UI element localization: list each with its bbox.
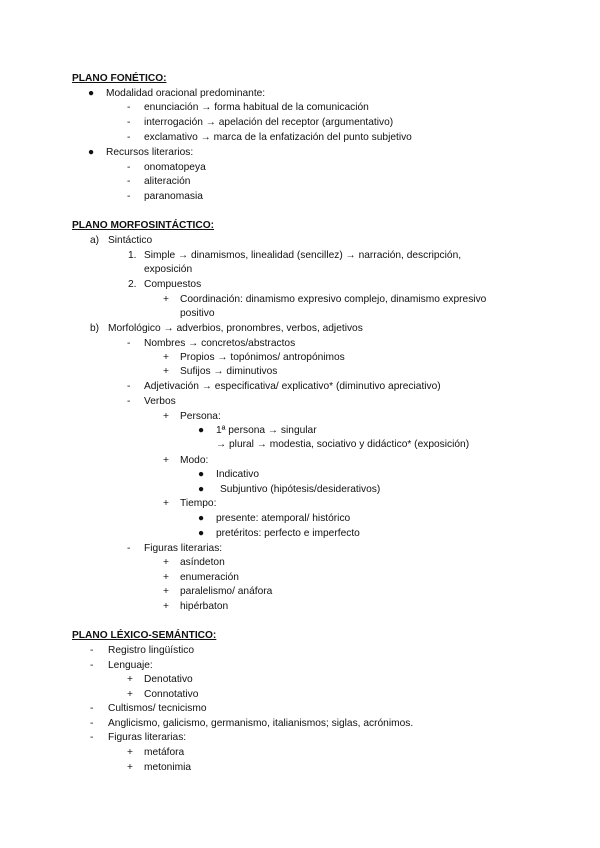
list-item: Denotativo	[144, 674, 193, 685]
plus-marker: +	[163, 601, 169, 612]
dash-marker: -	[127, 102, 131, 113]
list-item: Figuras literarias:	[108, 732, 187, 743]
list-item: Persona:	[180, 411, 221, 422]
dash-marker: -	[127, 191, 131, 202]
list-item: hipérbaton	[180, 601, 229, 612]
plus-marker: +	[163, 455, 169, 466]
list-item: interrogación → apelación del receptor (argumentativo)	[144, 117, 394, 128]
list-item: Recursos literarios:	[106, 147, 194, 158]
dash-marker: -	[127, 543, 131, 554]
plus-marker: +	[127, 689, 133, 700]
list-item: paranomasia	[144, 191, 203, 202]
list-marker: 1.	[128, 250, 137, 261]
list-item: Compuestos	[144, 279, 202, 290]
list-item: metonimia	[144, 762, 191, 773]
plus-marker: +	[127, 674, 133, 685]
list-item: presente: atemporal/ histórico	[216, 513, 351, 524]
dash-marker: -	[127, 162, 131, 173]
list-item: Sufijos → diminutivos	[180, 366, 278, 377]
list-item: Propios → topónimos/ antropónimos	[180, 352, 345, 363]
plus-marker: +	[163, 366, 169, 377]
list-item: Cultismos/ tecnicismo	[108, 703, 207, 714]
plus-marker: +	[163, 572, 169, 583]
list-item: Subjuntivo (hipótesis/desiderativos)	[220, 484, 381, 495]
section-heading-morfosintactico: PLANO MORFOSINTÁCTICO:	[72, 220, 215, 231]
dash-marker: -	[90, 660, 94, 671]
dash-marker: -	[127, 132, 131, 143]
list-item: exclamativo → marca de la enfatización del punto subjetivo	[144, 132, 412, 143]
list-item: 1ª persona → singular	[216, 425, 317, 436]
list-item: Adjetivación → especificativa/ explicativo* (diminutivo apreciativo)	[144, 381, 441, 392]
list-item: metáfora	[144, 747, 185, 758]
list-item: Registro lingüístico	[108, 645, 195, 656]
section-heading-lexico: PLANO LÉXICO-SEMÁNTICO:	[72, 630, 217, 641]
list-item: enumeración	[180, 572, 239, 583]
plus-marker: +	[163, 294, 169, 305]
plus-marker: +	[127, 747, 133, 758]
plus-marker: +	[163, 586, 169, 597]
list-item: Modo:	[180, 455, 209, 466]
list-item-continuation: exposición	[144, 264, 193, 275]
list-marker: 2.	[128, 279, 137, 290]
list-item: Coordinación: dinamismo expresivo complejo, dinamismo expresivo	[180, 294, 487, 305]
plus-marker: +	[163, 498, 169, 509]
plus-marker: +	[163, 411, 169, 422]
dash-marker: -	[90, 703, 94, 714]
list-item: asíndeton	[180, 557, 225, 568]
bullet-marker: ●	[198, 513, 205, 524]
list-item: Anglicismo, galicismo, germanismo, italianismos; siglas, acrónimos.	[108, 718, 414, 729]
list-item: Tiempo:	[180, 498, 217, 509]
list-item: Nombres → concretos/abstractos	[144, 338, 296, 349]
list-item: Morfológico → adverbios, pronombres, verbos, adjetivos	[108, 323, 363, 334]
list-item: enunciación → forma habitual de la comunicación	[144, 102, 369, 113]
bullet-marker: ●	[88, 147, 95, 158]
list-item: aliteración	[144, 176, 191, 187]
plus-marker: +	[163, 557, 169, 568]
dash-marker: -	[127, 381, 131, 392]
list-item-continuation: positivo	[180, 308, 215, 319]
dash-marker: -	[90, 645, 94, 656]
list-item: Connotativo	[144, 689, 199, 700]
plus-marker: +	[163, 352, 169, 363]
dash-marker: -	[127, 176, 131, 187]
list-item: Lenguaje:	[108, 660, 153, 671]
list-item: Figuras literarias:	[144, 543, 223, 554]
list-marker: b)	[90, 323, 100, 334]
dash-marker: -	[127, 396, 131, 407]
dash-marker: -	[90, 732, 94, 743]
list-item: Modalidad oracional predominante:	[106, 88, 266, 99]
dash-marker: -	[90, 718, 94, 729]
list-item-continuation: → plural → modestia, sociativo y didáctico* (exposición)	[216, 439, 470, 450]
plus-marker: +	[127, 762, 133, 773]
bullet-marker: ●	[198, 528, 205, 539]
dash-marker: -	[127, 117, 131, 128]
bullet-marker: ●	[88, 88, 95, 99]
list-item: paralelismo/ anáfora	[180, 586, 273, 597]
list-item: onomatopeya	[144, 162, 206, 173]
bullet-marker: ●	[198, 469, 205, 480]
list-item: Simple → dinamismos, linealidad (sencillez) → narración, descripción,	[144, 250, 462, 261]
list-item: pretéritos: perfecto e imperfecto	[216, 528, 360, 539]
list-item: Verbos	[144, 396, 176, 407]
list-item: Sintáctico	[108, 235, 153, 246]
section-heading-fonetico: PLANO FONÉTICO:	[72, 73, 167, 84]
list-item: Indicativo	[216, 469, 260, 480]
dash-marker: -	[127, 338, 131, 349]
bullet-marker: ●	[198, 484, 205, 495]
list-marker: a)	[90, 235, 100, 246]
bullet-marker: ●	[198, 425, 205, 436]
